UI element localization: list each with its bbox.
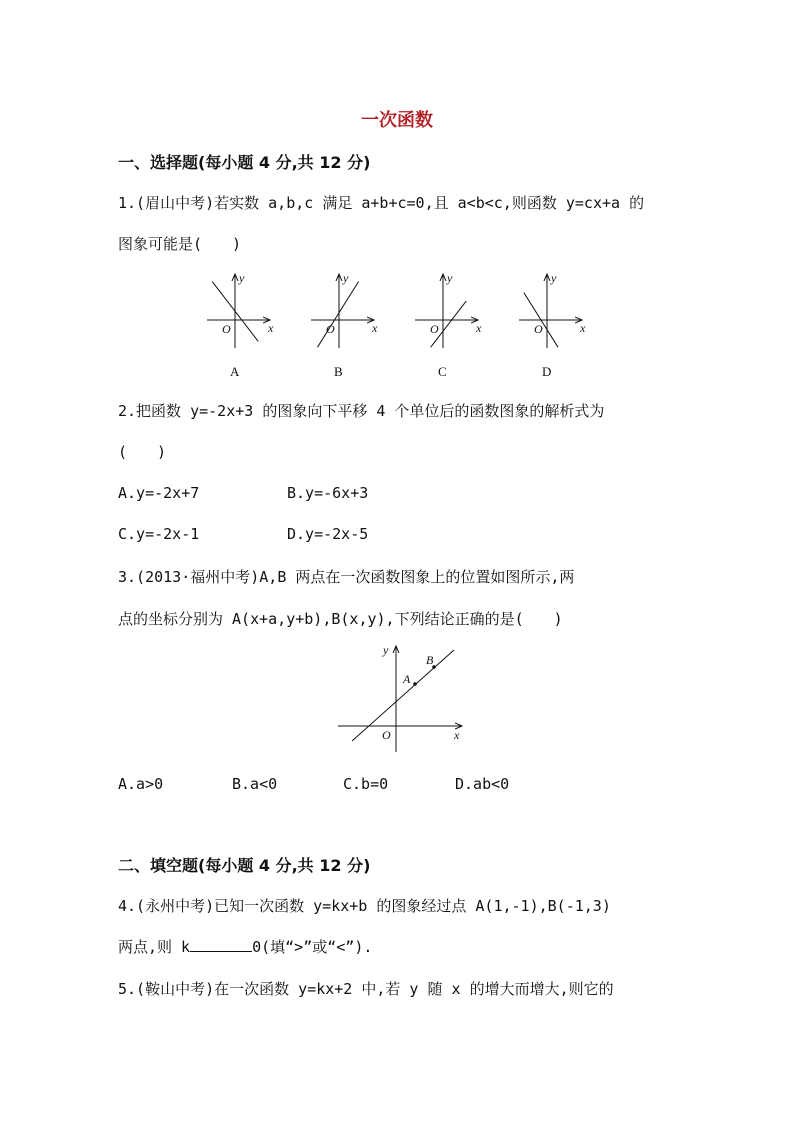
origin-label: O (382, 728, 391, 742)
answer-blank[interactable] (190, 937, 252, 952)
graph-c-origin-label: O (430, 322, 439, 336)
graph-c-y-label: y (447, 271, 453, 285)
question-2-option-d: D.y=-2x-5 (287, 525, 369, 543)
question-2-option-a: A.y=-2x+7 (118, 484, 200, 502)
question-3-option-c: C.b=0 (343, 775, 389, 793)
question-2-option-b: B.y=-6x+3 (287, 484, 369, 502)
point-a-label: A (403, 672, 411, 686)
question-2-option-c: C.y=-2x-1 (118, 525, 200, 543)
question-2-line-1: 2.把函数 y=-2x+3 的图象向下平移 4 个单位后的函数图象的解析式为 (118, 402, 605, 420)
question-3-graph (330, 638, 480, 758)
graph-d-origin-label: O (534, 322, 543, 336)
graph-a-y-label: y (239, 271, 245, 285)
graph-b-origin-label: O (326, 322, 335, 336)
graph-a-x-label: x (268, 321, 274, 335)
graph-a-caption: A (230, 364, 240, 379)
point-b-label: B (426, 653, 434, 667)
question-4-line-2 (118, 936, 372, 957)
graph-d-caption: D (542, 364, 552, 379)
question-1-graphs (200, 268, 600, 388)
question-4-suffix: 0(填“>”或“<”). (252, 938, 373, 956)
question-1-line-2: 图象可能是( ) (118, 235, 242, 253)
question-3-line-1: 3.(2013·福州中考)A,B 两点在一次函数图象上的位置如图所示,两 (118, 568, 575, 586)
question-3-option-b: B.a<0 (232, 775, 278, 793)
graph-b-x-label: x (372, 321, 378, 335)
graph-a-origin-label: O (222, 322, 231, 336)
graph-c-x-label: x (476, 321, 482, 335)
question-1-line-1: 1.(眉山中考)若实数 a,b,c 满足 a+b+c=0,且 a<b<c,则函数 y=cx+a 的 (118, 194, 645, 212)
section-heading-fill: 二、填空题(每小题 4 分,共 12 分) (118, 856, 371, 875)
point-a-dot (413, 682, 417, 686)
section-heading-choice: 一、选择题(每小题 4 分,共 12 分) (118, 153, 371, 172)
graph-c-caption: C (438, 364, 447, 379)
question-2-line-2: ( ) (118, 443, 167, 461)
question-3-option-d: D.ab<0 (455, 775, 510, 793)
function-line (352, 650, 454, 741)
graph-d-x-label: x (580, 321, 586, 335)
question-4-prefix: 两点,则 k (118, 938, 191, 956)
graph-b-function-line (318, 282, 359, 348)
question-3-line-2: 点的坐标分别为 A(x+a,y+b),B(x,y),下列结论正确的是( ) (118, 610, 563, 628)
question-3-option-a: A.a>0 (118, 775, 164, 793)
graph-b-y-label: y (343, 271, 349, 285)
question-5-line-1: 5.(鞍山中考)在一次函数 y=kx+2 中,若 y 随 x 的增大而增大,则它的 (118, 980, 614, 998)
y-axis-label: y (383, 643, 389, 657)
page-title: 一次函数 (361, 110, 433, 131)
graph-d-y-label: y (551, 271, 557, 285)
x-axis-label: x (454, 728, 460, 742)
question-4-line-1: 4.(永州中考)已知一次函数 y=kx+b 的图象经过点 A(1,-1),B(-1,3) (118, 897, 611, 915)
graph-b-caption: B (334, 364, 343, 379)
